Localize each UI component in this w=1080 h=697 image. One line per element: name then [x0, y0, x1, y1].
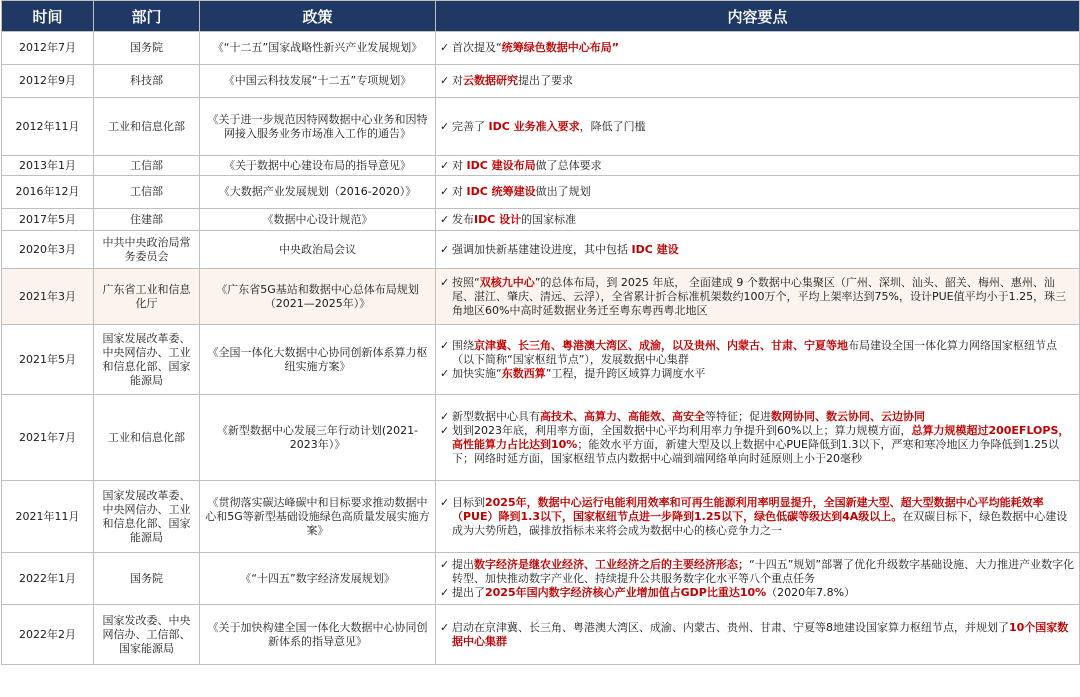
table-row — [2, 32, 1080, 65]
content-point — [440, 496, 1075, 538]
time-cell: 2022年2月 — [2, 605, 94, 665]
policy-cell: 《关于加快构建全国一体化大数据中心协同创新体系的指导意见》 — [200, 605, 436, 665]
header-time: 时间 — [2, 1, 94, 32]
plain-text: 做出了规划 — [535, 185, 591, 198]
content-point — [440, 120, 1075, 134]
content-point — [440, 410, 1075, 424]
plain-text: 在双碳目标下，绿色数据中心建设成为大势所趋，碳排放指标未来将会成为数据中心的核心竞争力之一 — [452, 509, 1068, 537]
table-row — [2, 156, 1080, 176]
plain-text: 提出 — [452, 557, 474, 571]
check-icon: ✓ — [440, 74, 450, 87]
check-icon: ✓ — [440, 495, 450, 509]
table-header-row — [2, 1, 1080, 32]
dept-cell: 工业和信息化部 — [94, 98, 200, 156]
time-cell: 2021年7月 — [2, 395, 94, 481]
time-cell: 2016年12月 — [2, 176, 94, 209]
check-icon: ✓ — [440, 212, 450, 226]
highlight-text: 10个国家数据中心集群 — [452, 620, 1069, 648]
table-row — [2, 481, 1080, 553]
highlight-text: 数网协同、数云协同、云边协同 — [771, 409, 925, 423]
content-text — [452, 367, 1075, 381]
plain-text: ”的总体布局，到 2025 年底， 全面建成 9 个数据中心集聚区（广州、深圳、汕头、韶关、梅州、惠州、汕尾、湛江、肇庆、清远、云浮），全省累计折合标准机架数约100万个，平均上架率达到75%，设计PUE值平均小于1.25，珠三角地区60%中高时延数据业务迁至粤东粤西粤北地区 — [452, 275, 1067, 317]
table-body — [2, 32, 1080, 665]
time-cell: 2020年3月 — [2, 231, 94, 269]
content-cell — [436, 325, 1080, 395]
table-row — [2, 176, 1080, 209]
dept-cell: 中共中央政治局常务委员会 — [94, 231, 200, 269]
content-text — [452, 243, 1075, 257]
highlight-text: 总算力规模超过200EFLOPS，高性能算力占比达到10% — [452, 423, 1070, 451]
content-cell — [436, 98, 1080, 156]
plain-text: 对 — [452, 158, 467, 172]
time-cell: 2012年11月 — [2, 98, 94, 156]
policy-cell: 《数据中心设计规范》 — [200, 209, 436, 231]
time-cell: 2017年5月 — [2, 209, 94, 231]
content-text — [452, 276, 1075, 318]
plain-text: 加快实施“ — [452, 366, 502, 380]
table-row — [2, 325, 1080, 395]
check-icon: ✓ — [440, 557, 450, 571]
table-row — [2, 605, 1080, 665]
table-row — [2, 209, 1080, 231]
policy-cell: 《“十二五”国家战略性新兴产业发展规划》 — [200, 32, 436, 65]
check-icon: ✓ — [440, 275, 450, 289]
plain-text: 提出了 — [452, 585, 485, 599]
check-icon: ✓ — [440, 158, 450, 172]
content-point — [440, 213, 1075, 227]
plain-text: 发布 — [452, 212, 474, 226]
content-point — [440, 185, 1075, 199]
content-point — [440, 424, 1075, 466]
highlight-text: 京津冀、长三角、粤港澳大湾区、成渝，以及贵州、内蒙古、甘肃、宁夏等地 — [474, 338, 848, 352]
plain-text: （2020年7.8%） — [766, 585, 856, 599]
highlight-text: 统筹绿色数据中心布局” — [501, 41, 619, 54]
plain-text: 对 — [452, 185, 467, 198]
content-point — [440, 367, 1075, 381]
plain-text: 目标到 — [452, 495, 485, 509]
plain-text: 划到2023年底，利用率方面，全国数据中心平均利用率力争提升到60%以上；算力规模方面， — [452, 423, 912, 437]
time-cell: 2021年11月 — [2, 481, 94, 553]
content-text — [452, 558, 1075, 586]
dept-cell: 国务院 — [94, 32, 200, 65]
content-cell — [436, 156, 1080, 176]
plain-text: 新型数据中心具有 — [452, 409, 540, 423]
policy-cell: 《全国一体化大数据中心协同创新体系算力枢纽实施方案》 — [200, 325, 436, 395]
dept-cell: 国家发展改革委、中央网信办、工业和信息化部、国家能源局 — [94, 481, 200, 553]
content-cell — [436, 32, 1080, 65]
policy-cell: 《“十四五”数字经济发展规划》 — [200, 553, 436, 605]
plain-text: 按照“ — [452, 275, 480, 289]
content-cell — [436, 553, 1080, 605]
content-cell — [436, 395, 1080, 481]
plain-text: “十四五”规划”部署了优化升级数字基础设施、大力推进产业数字化转型、加快推动数字产业化、持续提升公共服务数字化水平等八个重点任务 — [452, 557, 1075, 585]
content-cell — [436, 481, 1080, 553]
dept-cell: 住建部 — [94, 209, 200, 231]
highlight-text: 数字经济是继农业经济、工业经济之后的主要经济形态； — [474, 557, 749, 571]
content-cell — [436, 269, 1080, 325]
content-text — [452, 410, 1075, 424]
content-cell — [436, 605, 1080, 665]
highlight-text: 高技术、高算力、高能效、高安全 — [540, 409, 705, 423]
content-point — [440, 159, 1075, 173]
content-text — [452, 159, 1075, 173]
content-text — [452, 185, 1075, 199]
time-cell: 2022年1月 — [2, 553, 94, 605]
content-text — [452, 424, 1075, 466]
plain-text: 的国家标准 — [521, 212, 577, 226]
content-point — [440, 339, 1075, 367]
dept-cell: 科技部 — [94, 65, 200, 98]
time-cell: 2013年1月 — [2, 156, 94, 176]
check-icon: ✓ — [440, 338, 450, 352]
table-row — [2, 231, 1080, 269]
content-text — [452, 621, 1075, 649]
content-point — [440, 74, 1075, 88]
policy-cell: 中央政治局会议 — [200, 231, 436, 269]
check-icon: ✓ — [440, 41, 450, 54]
content-text — [452, 213, 1075, 227]
table-row — [2, 395, 1080, 481]
check-icon: ✓ — [440, 185, 450, 198]
time-cell: 2012年7月 — [2, 32, 94, 65]
table-row — [2, 65, 1080, 98]
content-point — [440, 41, 1075, 55]
content-point — [440, 621, 1075, 649]
highlight-text: 2025年国内数字经济核心产业增加值占GDP比重达10% — [485, 585, 767, 599]
content-cell — [436, 65, 1080, 98]
check-icon: ✓ — [440, 366, 450, 380]
content-point — [440, 558, 1075, 586]
policy-cell: 《关于进一步规范因特网数据中心业务和因特网接入服务业务市场准入工作的通告》 — [200, 98, 436, 156]
check-icon: ✓ — [440, 423, 450, 437]
content-cell — [436, 209, 1080, 231]
plain-text: 强调加快新基建建设进度，其中包括 — [452, 242, 632, 256]
table-row — [2, 553, 1080, 605]
check-icon: ✓ — [440, 620, 450, 634]
dept-cell: 工信部 — [94, 176, 200, 209]
plain-text: ，降低了门槛 — [579, 119, 646, 133]
time-cell: 2021年5月 — [2, 325, 94, 395]
plain-text: 首次提及“ — [452, 41, 502, 54]
content-text — [452, 41, 1075, 55]
highlight-text: IDC 设计 — [474, 212, 522, 226]
plain-text: 做了总体要求 — [535, 158, 602, 172]
plain-text: 启动在京津冀、长三角、粤港澳大湾区、成渝、内蒙古、贵州、甘肃、宁夏等8地建设国家算力枢纽节点，并规划了 — [452, 620, 1009, 634]
plain-text: 围绕 — [452, 338, 474, 352]
header-dept: 部门 — [94, 1, 200, 32]
policy-cell: 《贯彻落实碳达峰碳中和目标要求推动数据中心和5G等新型基础设施绿色高质量发展实施方案》 — [200, 481, 436, 553]
content-point — [440, 586, 1075, 600]
content-text — [452, 496, 1075, 538]
highlight-text: 双核九中心 — [479, 275, 535, 289]
plain-text: 对 — [452, 74, 463, 87]
content-text — [452, 339, 1075, 367]
content-text — [452, 586, 1075, 600]
dept-cell: 广东省工业和信息化厅 — [94, 269, 200, 325]
dept-cell: 工信部 — [94, 156, 200, 176]
time-cell: 2021年3月 — [2, 269, 94, 325]
content-cell — [436, 231, 1080, 269]
highlight-text: IDC 建设 — [631, 242, 679, 256]
plain-text: 等特征；促进 — [705, 409, 771, 423]
header-policy: 政策 — [200, 1, 436, 32]
check-icon: ✓ — [440, 119, 450, 133]
plain-text: 布局建设全国一体化算力网络国家枢纽节点（以下简称“国家枢纽节点”），发展数据中心集群 — [452, 338, 1057, 366]
dept-cell: 国务院 — [94, 553, 200, 605]
policy-cell: 《关于数据中心建设布局的指导意见》 — [200, 156, 436, 176]
highlight-text: 东数西算 — [501, 366, 546, 380]
header-content: 内容要点 — [436, 1, 1080, 32]
table-row — [2, 98, 1080, 156]
content-point — [440, 243, 1075, 257]
highlight-text: IDC 统筹建设 — [466, 185, 536, 198]
policy-cell: 《新型数据中心发展三年行动计划(2021-2023年）》 — [200, 395, 436, 481]
policy-cell: 《大数据产业发展规划（2016-2020）》 — [200, 176, 436, 209]
check-icon: ✓ — [440, 242, 450, 256]
highlight-text: IDC 业务准入要求 — [488, 119, 580, 133]
highlight-text: 云数据研究 — [463, 74, 518, 87]
table-row — [2, 269, 1080, 325]
content-point — [440, 276, 1075, 318]
plain-text: ；能效水平方面，新建大型及以上数据中心PUE降低到1.3以下，严寒和寒冷地区力争降低到1.25以下；网络时延方面，国家枢纽节点内数据中心端到端网络单向时延原则上小于20毫秒 — [452, 437, 1059, 465]
check-icon: ✓ — [440, 409, 450, 423]
plain-text: 完善了 — [452, 119, 489, 133]
policy-table — [1, 0, 1080, 665]
highlight-text: IDC 建设布局 — [466, 158, 536, 172]
policy-cell: 《中国云科技发展“十二五”专项规划》 — [200, 65, 436, 98]
time-cell: 2012年9月 — [2, 65, 94, 98]
content-text — [452, 120, 1075, 134]
content-text — [452, 74, 1075, 88]
check-icon: ✓ — [440, 585, 450, 599]
dept-cell: 国家发展改革委、中央网信办、工业和信息化部、国家能源局 — [94, 325, 200, 395]
plain-text: ”工程，提升跨区域算力调度水平 — [545, 366, 706, 380]
dept-cell: 工业和信息化部 — [94, 395, 200, 481]
plain-text: 提出了要求 — [518, 74, 573, 87]
dept-cell: 国家发改委、中央网信办、工信部、国家能源局 — [94, 605, 200, 665]
content-cell — [436, 176, 1080, 209]
policy-cell: 《广东省5G基站和数据中心总体布局规划（2021—2025年）》 — [200, 269, 436, 325]
highlight-text: 2025年，数据中心运行电能利用效率和可再生能源利用率明显提升，全国新建大型、超大型数据中心平均能耗效率（PUE）降到1.3以下，国家枢纽节点进一步降到1.25以下，绿色低碳等级达到4A级以上。 — [452, 495, 1044, 523]
